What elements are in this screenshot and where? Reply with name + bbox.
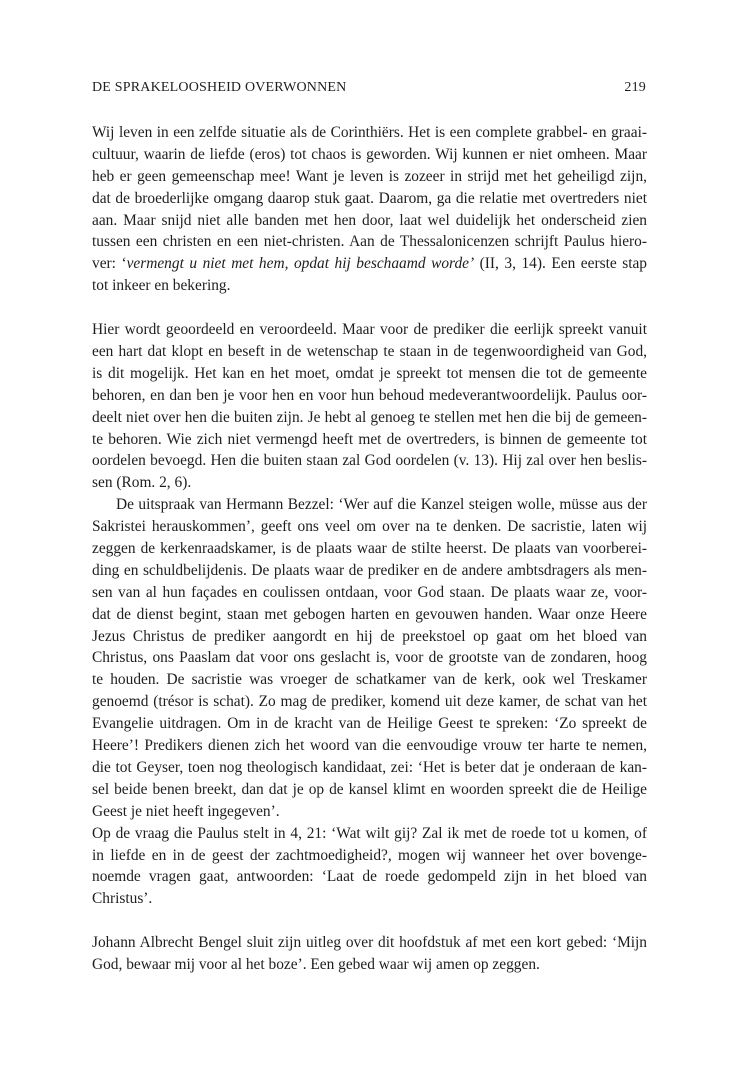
page-number: 219 bbox=[624, 80, 646, 95]
paragraph bbox=[92, 122, 647, 297]
text-line: dat de dienst begint, staan met gebogen harten en gevouwen handen. Waar onze Heere bbox=[92, 605, 647, 623]
text-line: sel beide benen breekt, dan dat je op de kansel klimt en woorden spreekt die de Heilige bbox=[92, 780, 647, 798]
text-line: behoren, en dan ben je voor hen en voor hun behoud medeverantwoordelijk. Paulus oor- bbox=[92, 386, 647, 404]
running-head bbox=[92, 79, 646, 97]
text-line: genoemd (trésor is schat). Zo mag de prediker, komend uit deze kamer, de schat van het bbox=[92, 693, 647, 711]
text-line: cultuur, waarin de liefde (eros) tot chaos is geworden. Wij kunnen er niet omheen. Maar bbox=[92, 145, 647, 163]
paragraph bbox=[92, 823, 647, 911]
text-line: oordelen bevoegd. Hen die buiten staan zal God oordelen (v. 13). Hij zal over hen beslis- bbox=[92, 452, 647, 470]
text-line: Johann Albrecht Bengel sluit zijn uitleg over dit hoofdstuk af met een kort gebed: ‘Mijn bbox=[92, 934, 647, 952]
text-line: tot inkeer en bekering. bbox=[92, 277, 231, 295]
paragraph bbox=[92, 932, 647, 976]
text-line: Op de vraag die Paulus stelt in 4, 21: ‘Wat wilt gij? Zal ik met de roede tot u komen, of bbox=[92, 824, 647, 842]
text-line: tussen een christen en een niet-christen. Aan de Thessalonicenzen schrijft Paulus hiero- bbox=[92, 233, 647, 251]
text-line: Heere’! Predikers dienen zich het woord van die eenvoudige vrouw ter harte te nemen, bbox=[92, 737, 647, 755]
text-line: is dit mogelijk. Het kan en het moet, omdat je spreekt tot mensen die tot de gemeente bbox=[92, 364, 647, 382]
text-line: Sakristei herauskommen’, geeft ons veel om over na te denken. De sacristie, laten wij bbox=[92, 518, 647, 536]
text-line: noemde vragen gaat, antwoorden: ‘Laat de roede gedompeld zijn in het bloed van bbox=[92, 868, 647, 886]
text-line: sen (Rom. 2, 6). bbox=[92, 474, 192, 492]
text-line: aan. Maar snijd niet alle banden met hen door, laat wel duidelijk het onderscheid zien bbox=[92, 211, 647, 229]
text-line: heb er geen gemeenschap mee! Want je leven is zozeer in strijd met het geheiligd zijn, bbox=[92, 167, 647, 185]
paragraph bbox=[92, 494, 647, 822]
text-line: deelt niet over hen die buiten zijn. Je hebt al genoeg te stellen met hen die bij de gemeen- bbox=[92, 408, 647, 426]
text-line: zeggen de kerkenraadskamer, is de plaats waar de stilte heerst. De plaats van voorberei- bbox=[92, 540, 647, 558]
text-line: sen van al hun façades en coulissen ontdaan, voor God staan. De plaats waar ze, voor- bbox=[92, 583, 647, 601]
text-line: Christus’. bbox=[92, 890, 153, 908]
text-line: God, bewaar mij voor al het boze’. Een gebed waar wij amen op zeggen. bbox=[92, 956, 540, 974]
quote-reference: (II, 3, 14). Een eerste stap bbox=[474, 255, 647, 273]
text-line: Evangelie uitdragen. Om in de kracht van de Heilige Geest te spreken: ‘Zo spreekt de bbox=[92, 715, 647, 733]
text-line: een hart dat klopt en beseft in de wetenschap te staan in de tegenwoordigheid van God, bbox=[92, 343, 647, 361]
text-line: te behoren. Wie zich niet vermengd heeft met de overtreders, is binnen de gemeente tot bbox=[92, 430, 647, 448]
text-line: die tot Geyser, toen nog theologisch kandidaat, zei: ‘Het is beter dat je onderaan de kan- bbox=[92, 758, 647, 776]
paragraph bbox=[92, 319, 647, 494]
text-line: Wij leven in een zelfde situatie als de Corinthiërs. Het is een complete grabbel- en graai- bbox=[92, 124, 647, 141]
paragraph-gap bbox=[92, 297, 647, 319]
italic-quote: vermengt u niet met hem, opdat hij beschaamd worde’ bbox=[126, 255, 475, 273]
text-line: De uitspraak van Hermann Bezzel: ‘Wer auf die Kanzel steigen wolle, müsse aus der bbox=[116, 496, 647, 514]
text-line: Jezus Christus de prediker aangordt en hij de preekstoel op gaat om het bloed van bbox=[92, 627, 647, 645]
body-text bbox=[92, 122, 647, 976]
text-line: ding en schuldbelijdenis. De plaats waar de prediker en de andere ambtsdragers als men- bbox=[92, 561, 647, 579]
running-title: DE SPRAKELOOSHEID OVERWONNEN bbox=[92, 80, 347, 95]
quote-lead: ver: ‘ bbox=[92, 255, 127, 273]
text-line: te houden. De sacristie was vroeger de schatkamer van de kerk, ook wel Treskamer bbox=[92, 671, 647, 689]
text-line: Hier wordt geoordeeld en veroordeeld. Maar voor de prediker die eerlijk spreekt vanuit bbox=[92, 321, 647, 339]
text-line-with-quote bbox=[92, 253, 647, 275]
text-line: Christus, ons Paaslam dat voor ons geslacht is, voor de grootste van de zondaren, hoog bbox=[92, 649, 647, 667]
text-line: in liefde en in de geest der zachtmoedigheid?, mogen wij wanneer het over bovenge- bbox=[92, 846, 647, 864]
text-line: dat de broederlijke omgang daarop stuk gaat. Daarom, ga die relatie met overtreders niet bbox=[92, 189, 647, 207]
paragraph-gap bbox=[92, 910, 647, 932]
text-line: Geest je niet heeft ingegeven’. bbox=[92, 802, 280, 820]
